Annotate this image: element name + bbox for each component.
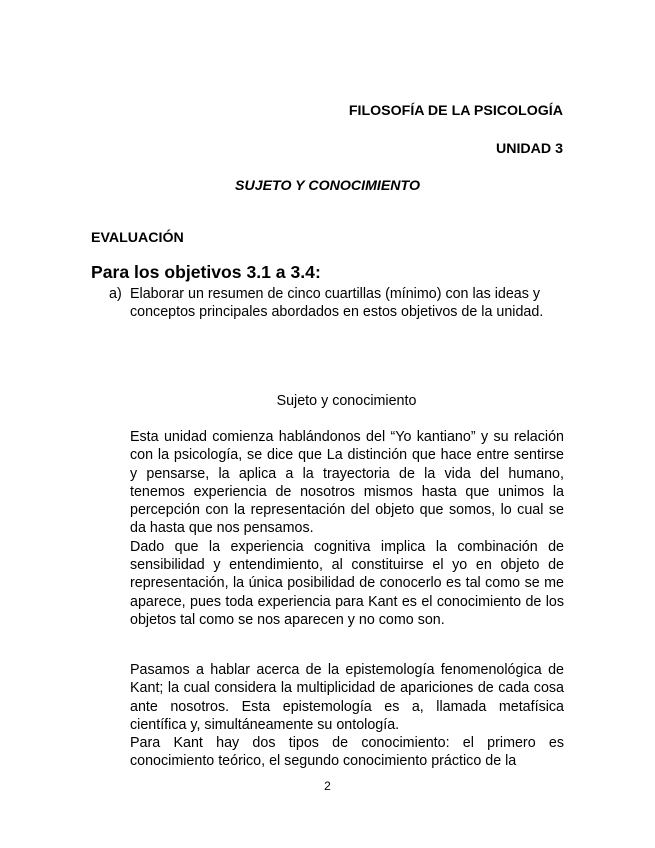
list-item: [109, 285, 564, 322]
paragraph: Para Kant hay dos tipos de conocimiento: el primero es conocimiento teórico, el segundo conocimiento práctico de la: [130, 735, 564, 770]
summary-block-2: [130, 661, 564, 771]
paragraph: Esta unidad comienza hablándonos del “Yo kantiano” y su relación con la psicología, se dice que La distinción que hace entre sentirse y pensarse, la aplica a la trayectoria de la vida del humano, tenemos experiencia de nosotros mismos hasta que unimos la percepción con la representación del objeto que somos, lo cual se da hasta que nos pensamos.: [130, 429, 564, 537]
summary-title: Sujeto y conocimiento: [276, 393, 417, 409]
unit-label: UNIDAD 3: [495, 141, 563, 157]
paragraph: Pasamos a hablar acerca de la epistemología fenomenológica de Kant; la cual considera la multiplicidad de apariciones de cada cosa ante nosotros. Esta epistemología es a, llamada metafísica científica y, simultáneamente su ontología.: [130, 662, 564, 733]
list-item-marker: a): [109, 286, 122, 302]
objectives-heading: Para los objetivos 3.1 a 3.4:: [91, 262, 321, 282]
page-number: 2: [324, 779, 331, 793]
course-title: FILOSOFÍA DE LA PSICOLOGÍA: [348, 103, 563, 119]
evaluation-heading: EVALUACIÓN: [91, 230, 184, 246]
evaluation-list: [109, 285, 564, 322]
list-item-text: Elaborar un resumen de cinco cuartillas (mínimo) con las ideas y conceptos principales abordados en estos objetivos de la unidad.: [130, 286, 544, 321]
section-subtitle: SUJETO Y CONOCIMIENTO: [234, 178, 420, 194]
summary-block-1: [130, 428, 564, 629]
paragraph: Dado que la experiencia cognitiva implica la combinación de sensibilidad y entendimiento, al constituirse el yo en objeto de representación, la única posibilidad de conocerlo es tal como se me aparece, pues toda experiencia para Kant es el conocimiento de los objetos tal como se nos aparecen y no como son.: [130, 538, 564, 628]
